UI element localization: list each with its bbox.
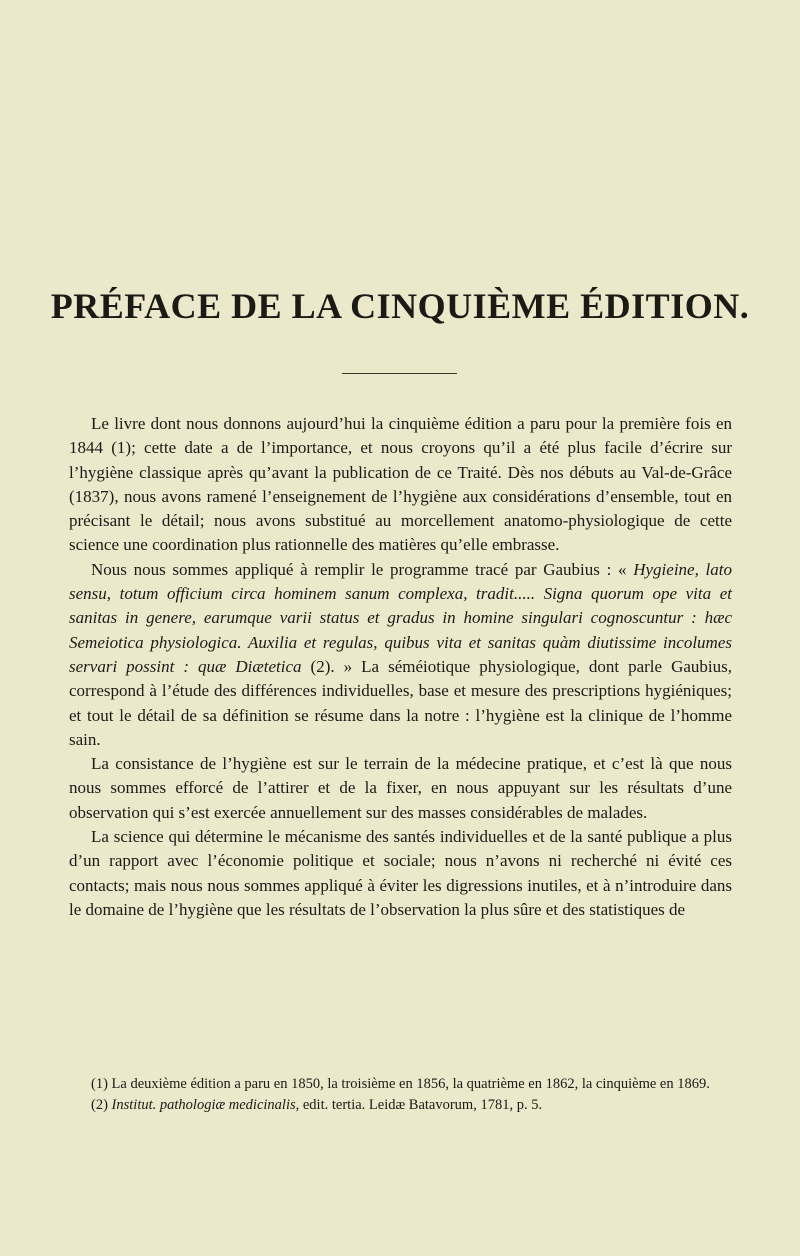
paragraph-3 — [69, 752, 732, 825]
paragraph-4 — [69, 825, 732, 922]
footnote-2-reference: , edit. tertia. Leidæ Batavorum, 1781, p. 5. — [295, 1097, 543, 1113]
paragraph-2 — [69, 558, 732, 752]
footnotes — [69, 1074, 732, 1116]
footnote-2 — [69, 1095, 732, 1116]
footnote-1: (1) La deuxième édition a paru en 1850, la troisième en 1856, la quatrième en 1862, la cinquième en 1869. — [91, 1076, 710, 1092]
paragraph-3-text: La consistance de l’hygiène est sur le terrain de la médecine pratique, et c’est là que nous nous sommes efforcé de l’attirer et de la fixer, en nous appuyant sur les résultats d’une observation qui s’est exercée annuellement sur des masses considérables de malades. — [69, 754, 732, 822]
title-rule — [342, 373, 457, 374]
footnote-2-number: (2) — [91, 1097, 112, 1113]
paragraph-2-rest: (2). » La séméiotique physiologique, dont parle Gaubius, correspond à l’étude des différences individuelles, base et mesure des prescriptions hygiéniques; et tout le détail de sa définition se résume dans la notre : l’hygiène est la clinique de l’homme sain. — [69, 656, 732, 749]
gaubius-quotation: Hygieine, lato sensu, totum officium circa hominem sanum complexa, tradit..... Signa quorum ope vita et sanitas in genere, earumque varii status et gradus in homine singulari cognoscuntur : hæc Semeiotica physiologica. Auxilia et regulas, quibus vita et sanitas quàm diutissime incolumes servari possint : quæ Diætetica — [69, 559, 732, 676]
paragraph-1-text: Le livre dont nous donnons aujourd’hui la cinquième édition a paru pour la première fois en 1844 (1); cette date a de l’importance, et nous croyons qu’il a été plus facile d’écrire sur l’hygiène classique après qu’avant la publication de ce Traité. Dès nos débuts au Val-de-Grâce (1837), nous avons ramené l’enseignement de l’hygiène aux considérations d’ensemble, tout en précisant le détail; nous avons substitué au morcellement anatomo-physiologique de cette science une coordination plus rationnelle des matières qu’elle embrasse. — [69, 414, 732, 555]
paragraph-4-text: La science qui détermine le mécanisme des santés individuelles et de la santé publique a plus d’un rapport avec l’économie politique et sociale; nous n’avons ni recherché ni évité ces contacts; mais nous nous sommes appliqué à éviter les digressions inutiles, et à n’introduire dans le domaine de l’hygiène que les résultats de l’observation la plus sûre et des statistiques de — [69, 827, 732, 919]
paragraph-1 — [69, 412, 732, 558]
main-text — [69, 412, 732, 922]
paragraph-2-intro: Nous nous sommes appliqué à remplir le programme tracé par Gaubius : « — [91, 559, 634, 579]
page-title: PRÉFACE DE LA CINQUIÈME ÉDITION. — [50, 286, 750, 326]
footnote-2-title: Institut. pathologiæ medicinalis — [111, 1097, 296, 1113]
